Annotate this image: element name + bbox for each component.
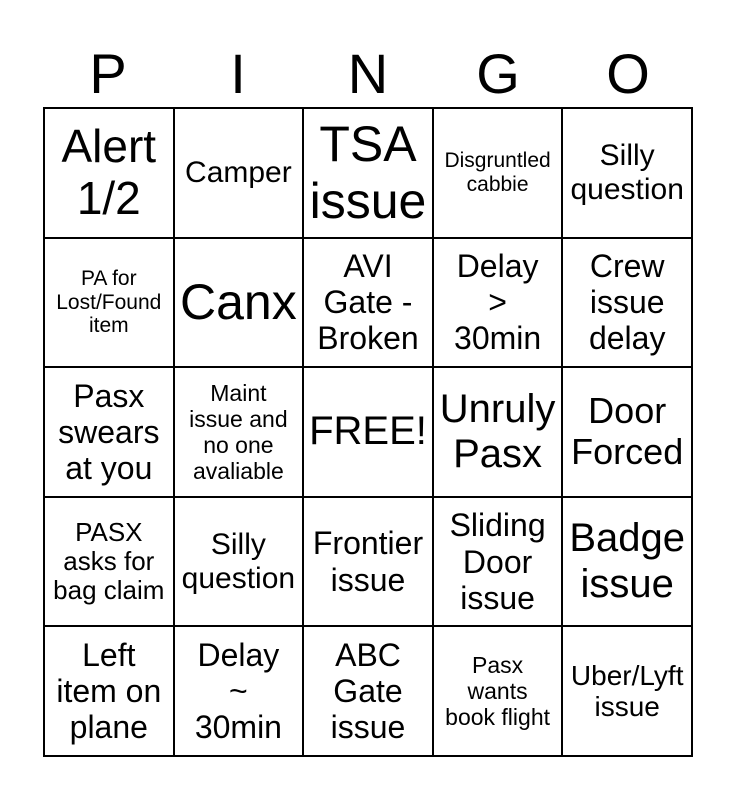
bingo-cell[interactable]: [175, 239, 305, 369]
bingo-board: [43, 107, 693, 757]
bingo-header: [43, 40, 693, 108]
bingo-cell-label: Camper: [185, 155, 292, 189]
bingo-cell[interactable]: [175, 498, 305, 628]
bingo-cell-label: Silly question: [181, 527, 296, 595]
bingo-cell[interactable]: [45, 368, 175, 498]
bingo-cell[interactable]: [563, 109, 693, 239]
header-letter: P: [89, 42, 127, 105]
bingo-cell[interactable]: [304, 368, 434, 498]
bingo-cell-label: Maint issue and no one avaliable: [189, 380, 288, 484]
bingo-cell-label: Unruly Pasx: [439, 386, 556, 476]
header-letter: G: [476, 42, 520, 105]
bingo-cell-label: Disgruntled cabbie: [444, 149, 551, 196]
header-letter: I: [230, 42, 246, 105]
bingo-cell[interactable]: [434, 239, 564, 369]
bingo-cell[interactable]: [175, 627, 305, 757]
bingo-cell[interactable]: [563, 627, 693, 757]
bingo-cell[interactable]: [45, 627, 175, 757]
bingo-cell[interactable]: [434, 498, 564, 628]
bingo-cell-label: Frontier issue: [312, 525, 424, 598]
bingo-cell-label: Alert 1/2: [61, 119, 157, 224]
bingo-cell-label: PASX asks for bag claim: [53, 516, 165, 606]
bingo-cell-label: Canx: [180, 274, 297, 331]
bingo-cell[interactable]: [45, 109, 175, 239]
bingo-cell-label: Pasx swears at you: [58, 377, 160, 487]
bingo-cell[interactable]: [304, 239, 434, 369]
bingo-cell[interactable]: [434, 109, 564, 239]
bingo-cell-label: AVI Gate - Broken: [317, 248, 419, 357]
bingo-cell-label: Left item on plane: [56, 636, 162, 746]
bingo-cell-label: Sliding Door issue: [449, 507, 546, 616]
bingo-cell-label: FREE!: [309, 409, 427, 454]
bingo-cell[interactable]: [175, 109, 305, 239]
bingo-cell[interactable]: [563, 498, 693, 628]
bingo-cell[interactable]: [45, 498, 175, 628]
bingo-cell[interactable]: [304, 498, 434, 628]
bingo-cell[interactable]: [175, 368, 305, 498]
bingo-cell[interactable]: [304, 109, 434, 239]
bingo-cell-label: Silly question: [570, 138, 684, 206]
bingo-cell-label: Door Forced: [571, 390, 684, 472]
bingo-cell-label: TSA issue: [309, 116, 427, 229]
bingo-cell-label: Badge issue: [569, 516, 686, 606]
header-letter: N: [347, 42, 389, 105]
bingo-cell[interactable]: [563, 368, 693, 498]
bingo-cell-label: Pasx wants book flight: [445, 652, 551, 731]
bingo-cell[interactable]: [45, 239, 175, 369]
bingo-cell[interactable]: [563, 239, 693, 369]
bingo-cell-label: Delay > 30min: [454, 248, 542, 357]
bingo-cell-label: PA for Lost/Found item: [56, 266, 162, 338]
bingo-cell-label: Delay ~ 30min: [194, 636, 282, 746]
bingo-cell[interactable]: [434, 368, 564, 498]
bingo-cell-label: ABC Gate issue: [330, 636, 406, 746]
header-letter: O: [606, 42, 650, 105]
bingo-cell[interactable]: [304, 627, 434, 757]
bingo-cell-label: Crew issue delay: [588, 248, 666, 357]
bingo-cell-label: Uber/Lyft issue: [570, 659, 684, 723]
bingo-cell[interactable]: [434, 627, 564, 757]
